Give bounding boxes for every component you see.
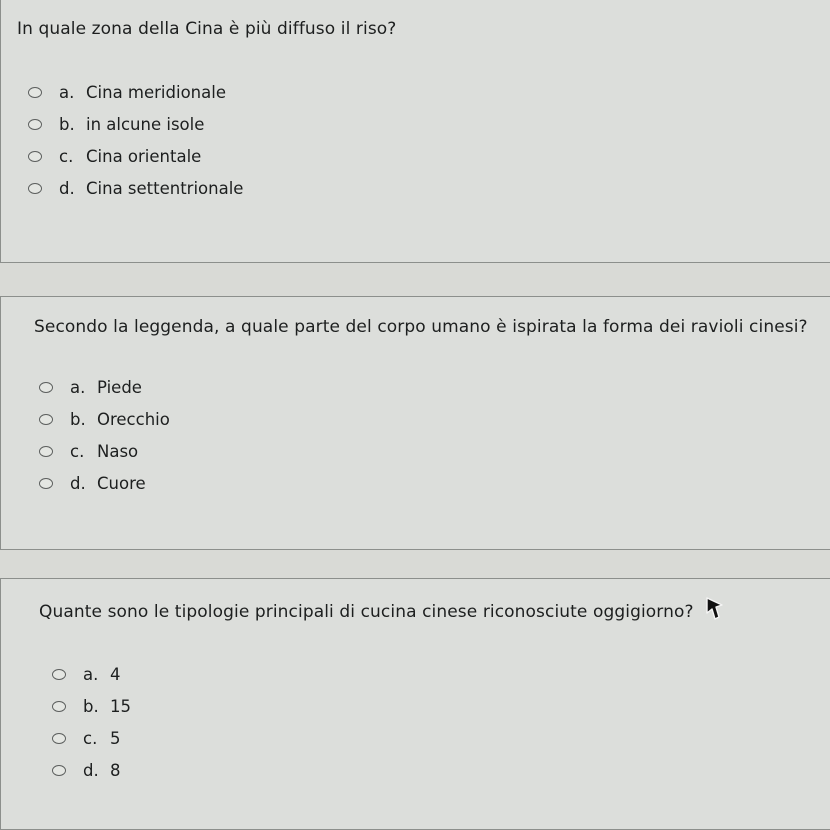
option-label: Cina meridionale <box>86 82 226 102</box>
radio-unselected-icon[interactable] <box>52 765 66 776</box>
radio-unselected-icon[interactable] <box>52 733 66 744</box>
question-text: Secondo la leggenda, a quale parte del corpo umano è ispirata la forma dei ravioli cinesi? <box>34 317 808 337</box>
option-letter: a. <box>59 82 75 102</box>
option-label: Naso <box>97 441 139 461</box>
option-label: in alcune isole <box>86 114 205 134</box>
radio-unselected-icon[interactable] <box>52 701 66 712</box>
option-letter: a. <box>83 664 99 684</box>
option-letter: c. <box>83 728 98 748</box>
answer-option-d[interactable] <box>39 467 170 499</box>
radio-unselected-icon[interactable] <box>39 478 53 489</box>
radio-unselected-icon[interactable] <box>28 119 42 130</box>
answer-options <box>28 76 243 204</box>
radio-unselected-icon[interactable] <box>28 151 42 162</box>
answer-options <box>39 371 170 499</box>
answer-option-c[interactable] <box>52 722 131 754</box>
answer-option-a[interactable] <box>39 371 170 403</box>
answer-option-d[interactable] <box>28 172 243 204</box>
radio-unselected-icon[interactable] <box>39 414 53 425</box>
question-card-1 <box>0 0 830 263</box>
option-label: Cina settentrionale <box>86 178 244 198</box>
option-letter: d. <box>70 473 86 493</box>
radio-unselected-icon[interactable] <box>52 669 66 680</box>
option-label: 8 <box>110 760 121 780</box>
option-label: 4 <box>110 664 121 684</box>
option-letter: b. <box>83 696 99 716</box>
option-label: 15 <box>110 696 131 716</box>
option-label: 5 <box>110 728 121 748</box>
option-label: Cina orientale <box>86 146 202 166</box>
option-label: Orecchio <box>97 409 170 429</box>
option-letter: c. <box>70 441 85 461</box>
answer-option-b[interactable] <box>52 690 131 722</box>
answer-option-c[interactable] <box>28 140 243 172</box>
answer-option-c[interactable] <box>39 435 170 467</box>
question-card-2 <box>0 296 830 550</box>
radio-unselected-icon[interactable] <box>39 446 53 457</box>
radio-unselected-icon[interactable] <box>28 183 42 194</box>
answer-option-b[interactable] <box>39 403 170 435</box>
option-label: Piede <box>97 377 142 397</box>
radio-unselected-icon[interactable] <box>28 87 42 98</box>
question-text: Quante sono le tipologie principali di cucina cinese riconosciute oggigiorno? <box>39 602 694 622</box>
option-letter: d. <box>59 178 75 198</box>
answer-option-a[interactable] <box>28 76 243 108</box>
question-text: In quale zona della Cina è più diffuso il riso? <box>17 19 397 39</box>
option-letter: b. <box>70 409 86 429</box>
answer-options <box>52 658 131 786</box>
mouse-pointer-icon <box>705 596 727 622</box>
option-letter: a. <box>70 377 86 397</box>
option-label: Cuore <box>97 473 146 493</box>
answer-option-b[interactable] <box>28 108 243 140</box>
option-letter: d. <box>83 760 99 780</box>
option-letter: c. <box>59 146 74 166</box>
radio-unselected-icon[interactable] <box>39 382 53 393</box>
option-letter: b. <box>59 114 75 134</box>
answer-option-d[interactable] <box>52 754 131 786</box>
answer-option-a[interactable] <box>52 658 131 690</box>
